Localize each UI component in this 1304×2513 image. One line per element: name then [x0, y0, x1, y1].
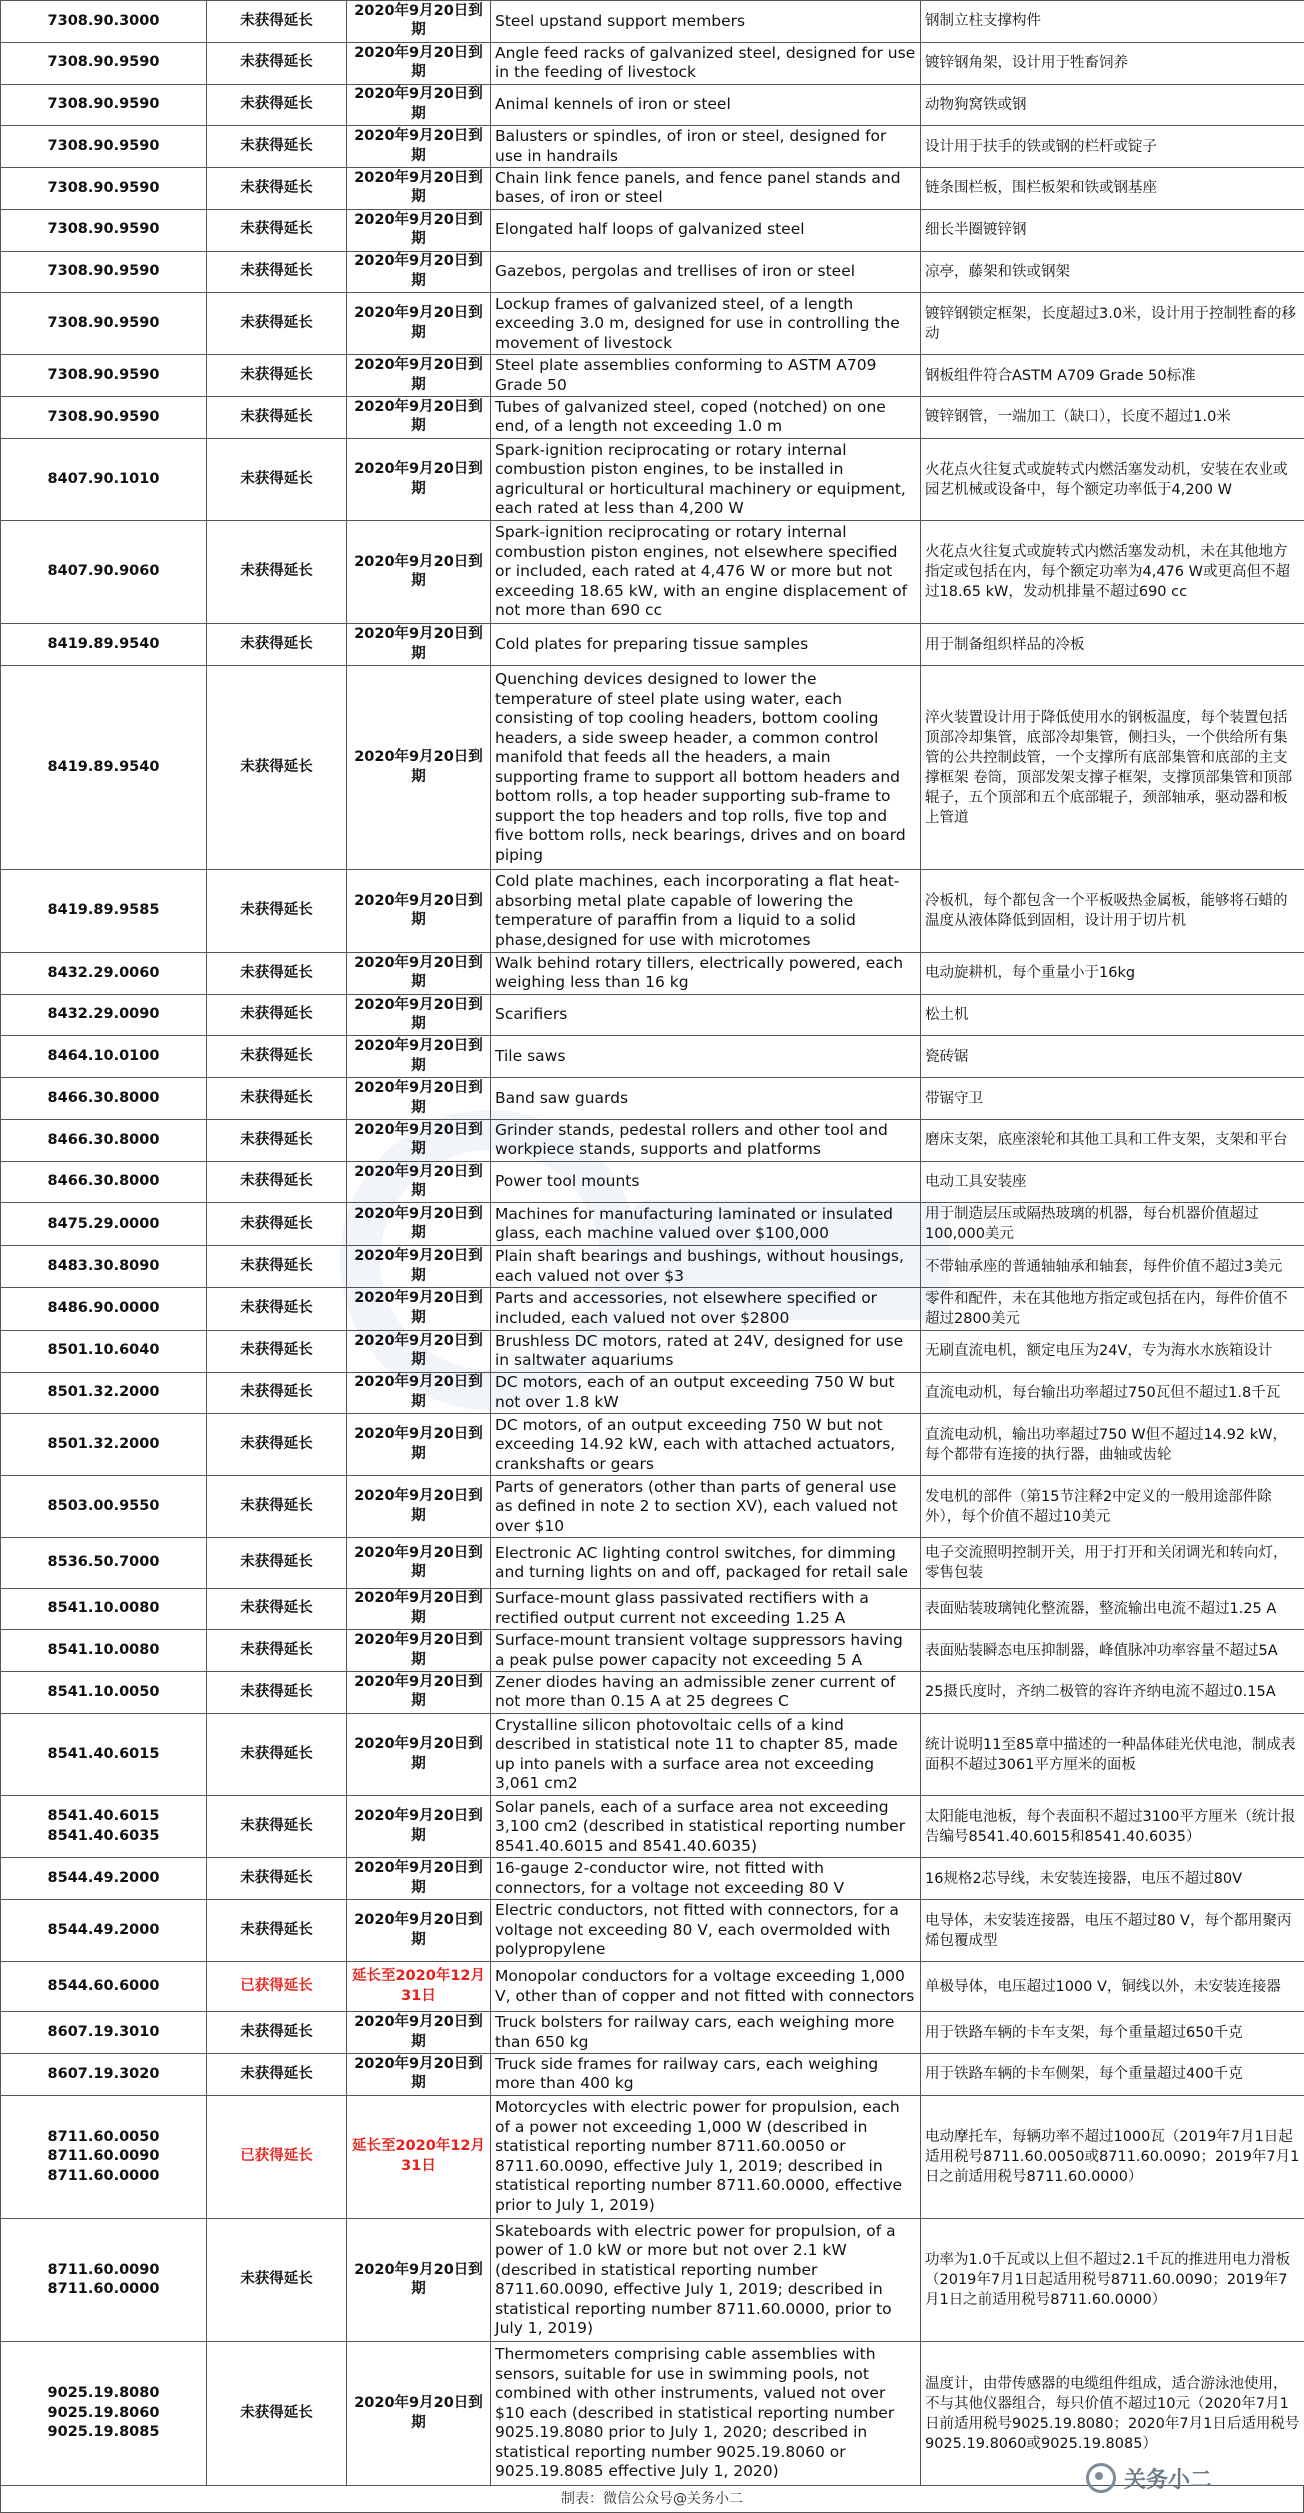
- english-description-cell: Solar panels, each of a surface area not exceeding 3,100 cm2 (described in statistical reporting number 8541.40.6015 and 8541.40.6035): [491, 1796, 921, 1858]
- english-description-cell: Quenching devices designed to lower the temperature of steel plate using water, each consisting of top cooling headers, bottom cooling headers, a side sweep header, a common control manifold that feeds all the headers, a main supporting frame to support all bottom headers and bottom rolls, a top header supporting sub-frame to support the top headers and top rolls, five top and five bottom rolls, neck bearings, drives and on board piping: [491, 665, 921, 870]
- chinese-description-cell: 16规格2芯导线，未安装连接器，电压不超过80V: [921, 1858, 1304, 1900]
- extension-status-cell: 未获得延长: [207, 994, 347, 1036]
- extension-status-cell: 未获得延长: [207, 2342, 347, 2486]
- extension-status-cell: 未获得延长: [207, 168, 347, 210]
- chinese-description-cell: 用于制备组织样品的冷板: [921, 624, 1304, 666]
- english-description-cell: Plain shaft bearings and bushings, without housings, each valued not over $3: [491, 1246, 921, 1288]
- table-row: [1, 1900, 1304, 1962]
- hs-code-cell: 8536.50.7000: [1, 1538, 207, 1588]
- expiry-date-cell: 2020年9月20日到期: [347, 1161, 491, 1203]
- expiry-date-cell: 2020年9月20日到期: [347, 355, 491, 397]
- table-row: [1, 665, 1304, 870]
- table-row: [1, 1036, 1304, 1078]
- table-row: [1, 1246, 1304, 1288]
- chinese-description-cell: 链条围栏板，围栏板架和铁或钢基座: [921, 168, 1304, 210]
- table-row: [1, 1161, 1304, 1203]
- hs-code-cell: 7308.90.9590: [1, 209, 207, 251]
- table-row: [1, 1672, 1304, 1714]
- expiry-date-cell: 2020年9月20日到期: [347, 42, 491, 84]
- english-description-cell: Zener diodes having an admissible zener current of not more than 0.15 A at 25 degrees C: [491, 1672, 921, 1714]
- english-description-cell: Band saw guards: [491, 1078, 921, 1120]
- hs-code-cell: 9025.19.8080 9025.19.8060 9025.19.8085: [1, 2342, 207, 2486]
- extension-status-cell: 未获得延长: [207, 2012, 347, 2054]
- english-description-cell: DC motors, of an output exceeding 750 W but not exceeding 14.92 kW, each with attached actuators, crankshafts or gears: [491, 1414, 921, 1476]
- expiry-date-cell: 2020年9月20日到期: [347, 251, 491, 293]
- table-row: [1, 251, 1304, 293]
- hs-code-cell: 8419.89.9540: [1, 624, 207, 666]
- table-row: [1, 42, 1304, 84]
- expiry-date-cell: 2020年9月20日到期: [347, 2219, 491, 2342]
- table-row: [1, 1119, 1304, 1161]
- expiry-date-cell: 2020年9月20日到期: [347, 1588, 491, 1630]
- hs-code-cell: 8544.49.2000: [1, 1858, 207, 1900]
- hs-code-cell: 8419.89.9585: [1, 870, 207, 952]
- expiry-date-cell: 2020年9月20日到期: [347, 952, 491, 994]
- hs-code-cell: 7308.90.9590: [1, 126, 207, 168]
- expiry-date-cell: 2020年9月20日到期: [347, 1, 491, 43]
- english-description-cell: Tubes of galvanized steel, coped (notched) on one end, of a length not exceeding 1.0 m: [491, 397, 921, 439]
- table-row: [1, 1, 1304, 43]
- extension-status-cell: 未获得延长: [207, 1372, 347, 1414]
- chinese-description-cell: 瓷砖锯: [921, 1036, 1304, 1078]
- extension-status-cell: 未获得延长: [207, 293, 347, 355]
- hs-code-cell: 8541.40.6015: [1, 1713, 207, 1795]
- chinese-description-cell: 直流电动机，输出功率超过750 W但不超过14.92 kW，每个都带有连接的执行器，曲轴或齿轮: [921, 1414, 1304, 1476]
- english-description-cell: Surface-mount glass passivated rectifiers with a rectified output current not exceeding 1.25 A: [491, 1588, 921, 1630]
- table-row: [1, 1476, 1304, 1538]
- chinese-description-cell: 电导体，未安装连接器，电压不超过80 V，每个都用聚丙烯包覆成型: [921, 1900, 1304, 1962]
- extension-status-cell: 未获得延长: [207, 1538, 347, 1588]
- table-row: [1, 1588, 1304, 1630]
- english-description-cell: Spark-ignition reciprocating or rotary internal combustion piston engines, to be installed in agricultural or horticultural machinery or equipment, each rated at less than 4,200 W: [491, 438, 921, 520]
- extension-status-cell: 未获得延长: [207, 1476, 347, 1538]
- table-row: [1, 84, 1304, 126]
- chinese-description-cell: 镀锌钢角架，设计用于牲畜饲养: [921, 42, 1304, 84]
- chinese-description-cell: 表面贴装瞬态电压抑制器，峰值脉冲功率容量不超过5A: [921, 1630, 1304, 1672]
- english-description-cell: Scarifiers: [491, 994, 921, 1036]
- expiry-date-cell: 2020年9月20日到期: [347, 1630, 491, 1672]
- chinese-description-cell: 25摄氏度时，齐纳二极管的容许齐纳电流不超过0.15A: [921, 1672, 1304, 1714]
- hs-code-cell: 8486.90.0000: [1, 1287, 207, 1330]
- table-row: [1, 1796, 1304, 1858]
- extension-status-cell: 未获得延长: [207, 1858, 347, 1900]
- english-description-cell: Spark-ignition reciprocating or rotary internal combustion piston engines, not elsewhere specified or included, each rated at 4,476 W or more but not exceeding 18.65 kW, with an engine displacement of not more than 690 cc: [491, 521, 921, 624]
- hs-code-cell: 8544.60.6000: [1, 1962, 207, 2012]
- english-description-cell: Balusters or spindles, of iron or steel, designed for use in handrails: [491, 126, 921, 168]
- english-description-cell: Lockup frames of galvanized steel, of a length exceeding 3.0 m, designed for use in controlling the movement of livestock: [491, 293, 921, 355]
- english-description-cell: Electric conductors, not fitted with connectors, for a voltage not exceeding 80 V, each overmolded with polypropylene: [491, 1900, 921, 1962]
- footer-credit: 制表：微信公众号@关务小二: [561, 2491, 743, 2507]
- chinese-description-cell: 淬火装置设计用于降低使用水的钢板温度，每个装置包括顶部冷却集管，底部冷却集管，侧扫头，一个供给所有集管的公共控制歧管，一个支撑所有底部集管和底部的主支撑框架 卷筒，顶部发架支撑子框架，支撑顶部集管和顶部辊子，五个顶部和五个底部辊子，颈部轴承，驱动器和板上管道: [921, 665, 1304, 870]
- extension-status-cell: 未获得延长: [207, 355, 347, 397]
- hs-code-cell: 8432.29.0090: [1, 994, 207, 1036]
- extension-status-cell: 未获得延长: [207, 1161, 347, 1203]
- expiry-date-cell: 2020年9月20日到期: [347, 1900, 491, 1962]
- expiry-date-cell: 2020年9月20日到期: [347, 1476, 491, 1538]
- expiry-date-cell: 2020年9月20日到期: [347, 1672, 491, 1714]
- english-description-cell: Machines for manufacturing laminated or insulated glass, each machine valued over $100,000: [491, 1203, 921, 1246]
- hs-code-cell: 8464.10.0100: [1, 1036, 207, 1078]
- english-description-cell: Electronic AC lighting control switches, for dimming and turning lights on and off, packaged for retail sale: [491, 1538, 921, 1588]
- expiry-date-cell: 2020年9月20日到期: [347, 1119, 491, 1161]
- english-description-cell: Grinder stands, pedestal rollers and other tool and workpiece stands, supports and platforms: [491, 1119, 921, 1161]
- extension-status-cell: 已获得延长: [207, 2095, 347, 2218]
- extension-status-cell: 已获得延长: [207, 1962, 347, 2012]
- chinese-description-cell: 用于制造层压或隔热玻璃的机器，每台机器价值超过100,000美元: [921, 1203, 1304, 1246]
- table-row: [1, 293, 1304, 355]
- hs-code-cell: 8501.10.6040: [1, 1330, 207, 1372]
- table-row: [1, 1330, 1304, 1372]
- hs-code-cell: 7308.90.9590: [1, 168, 207, 210]
- english-description-cell: Cold plates for preparing tissue samples: [491, 624, 921, 666]
- hs-code-cell: 8541.10.0080: [1, 1588, 207, 1630]
- expiry-date-cell: 2020年9月20日到期: [347, 1036, 491, 1078]
- table-row: [1, 355, 1304, 397]
- hs-code-cell: 7308.90.9590: [1, 251, 207, 293]
- chinese-description-cell: 表面贴装玻璃钝化整流器，整流输出电流不超过1.25 A: [921, 1588, 1304, 1630]
- extension-status-cell: 未获得延长: [207, 624, 347, 666]
- hs-code-cell: 8607.19.3010: [1, 2012, 207, 2054]
- english-description-cell: Steel upstand support members: [491, 1, 921, 43]
- extension-status-cell: 未获得延长: [207, 1672, 347, 1714]
- chinese-description-cell: 统计说明11至85章中描述的一种晶体硅光伏电池，制成表面积不超过3061平方厘米的面板: [921, 1713, 1304, 1795]
- hs-code-cell: 7308.90.9590: [1, 42, 207, 84]
- table-row: [1, 1372, 1304, 1414]
- chinese-description-cell: 用于铁路车辆的卡车侧架，每个重量超过400千克: [921, 2054, 1304, 2096]
- extension-status-cell: 未获得延长: [207, 952, 347, 994]
- expiry-date-cell: 延长至2020年12月31日: [347, 1962, 491, 2012]
- chinese-description-cell: 设计用于扶手的铁或钢的栏杆或锭子: [921, 126, 1304, 168]
- english-description-cell: 16-gauge 2-conductor wire, not fitted with connectors, for a voltage not exceeding 80 V: [491, 1858, 921, 1900]
- english-description-cell: Brushless DC motors, rated at 24V, designed for use in saltwater aquariums: [491, 1330, 921, 1372]
- table-row: [1, 1287, 1304, 1330]
- hs-code-cell: 7308.90.9590: [1, 355, 207, 397]
- table-row: [1, 994, 1304, 1036]
- expiry-date-cell: 2020年9月20日到期: [347, 870, 491, 952]
- extension-status-cell: 未获得延长: [207, 84, 347, 126]
- hs-code-cell: 7308.90.9590: [1, 397, 207, 439]
- extension-status-cell: 未获得延长: [207, 521, 347, 624]
- chinese-description-cell: 凉亭，藤架和铁或钢架: [921, 251, 1304, 293]
- hs-code-cell: 7308.90.3000: [1, 1, 207, 43]
- hs-code-cell: 8711.60.0050 8711.60.0090 8711.60.0000: [1, 2095, 207, 2218]
- expiry-date-cell: 2020年9月20日到期: [347, 1796, 491, 1858]
- chinese-description-cell: 零件和配件，未在其他地方指定或包括在内，每件价值不超过2800美元: [921, 1287, 1304, 1330]
- chinese-description-cell: 无刷直流电机，额定电压为24V，专为海水水族箱设计: [921, 1330, 1304, 1372]
- expiry-date-cell: 2020年9月20日到期: [347, 2012, 491, 2054]
- english-description-cell: Parts of generators (other than parts of general use as defined in note 2 to section XV), each valued not over $10: [491, 1476, 921, 1538]
- account-watermark-text: 关务小二: [1124, 2467, 1213, 2493]
- expiry-date-cell: 2020年9月20日到期: [347, 84, 491, 126]
- extension-status-cell: 未获得延长: [207, 1713, 347, 1795]
- hs-code-cell: 8711.60.0090 8711.60.0000: [1, 2219, 207, 2342]
- table-row: [1, 209, 1304, 251]
- expiry-date-cell: 2020年9月20日到期: [347, 2342, 491, 2486]
- table-footer: [0, 2486, 1304, 2513]
- extension-status-cell: 未获得延长: [207, 1588, 347, 1630]
- english-description-cell: Power tool mounts: [491, 1161, 921, 1203]
- chinese-description-cell: 温度计，由带传感器的电缆组件组成，适合游泳池使用，不与其他仪器组合，每只价值不超过10元（2020年7月1日前适用税号9025.19.8080；2020年7月1日后适用税号9025.19.8060或9025.19.8085）: [921, 2342, 1304, 2486]
- chinese-description-cell: 功率为1.0千瓦或以上但不超过2.1千瓦的推进用电力滑板（2019年7月1日起适用税号8711.60.0090；2019年7月1日之前适用税号8711.60.0000）: [921, 2219, 1304, 2342]
- hs-code-cell: 8607.19.3020: [1, 2054, 207, 2096]
- extension-status-cell: 未获得延长: [207, 1119, 347, 1161]
- table-row: [1, 1203, 1304, 1246]
- extension-status-cell: 未获得延长: [207, 1078, 347, 1120]
- chinese-description-cell: 带锯守卫: [921, 1078, 1304, 1120]
- chinese-description-cell: 单极导体，电压超过1000 V，铜线以外，未安装连接器: [921, 1962, 1304, 2012]
- chinese-description-cell: 发电机的部件（第15节注释2中定义的一般用途部件除外），每个价值不超过10美元: [921, 1476, 1304, 1538]
- expiry-date-cell: 2020年9月20日到期: [347, 521, 491, 624]
- english-description-cell: DC motors, each of an output exceeding 750 W but not over 1.8 kW: [491, 1372, 921, 1414]
- expiry-date-cell: 2020年9月20日到期: [347, 1203, 491, 1246]
- chinese-description-cell: 松土机: [921, 994, 1304, 1036]
- hs-code-cell: 8466.30.8000: [1, 1078, 207, 1120]
- table-row: [1, 1962, 1304, 2012]
- table-row: [1, 1414, 1304, 1476]
- hs-code-cell: 8466.30.8000: [1, 1161, 207, 1203]
- table-row: [1, 126, 1304, 168]
- english-description-cell: Animal kennels of iron or steel: [491, 84, 921, 126]
- expiry-date-cell: 2020年9月20日到期: [347, 168, 491, 210]
- table-row: [1, 1858, 1304, 1900]
- chinese-description-cell: 用于铁路车辆的卡车支架，每个重量超过650千克: [921, 2012, 1304, 2054]
- hs-code-cell: 8544.49.2000: [1, 1900, 207, 1962]
- extension-status-cell: 未获得延长: [207, 1796, 347, 1858]
- hs-code-cell: 8501.32.2000: [1, 1414, 207, 1476]
- extension-status-cell: 未获得延长: [207, 1246, 347, 1288]
- expiry-date-cell: 2020年9月20日到期: [347, 2054, 491, 2096]
- hs-code-cell: 8541.10.0050: [1, 1672, 207, 1714]
- expiry-date-cell: 2020年9月20日到期: [347, 397, 491, 439]
- table-row: [1, 438, 1304, 520]
- table-row: [1, 2054, 1304, 2096]
- english-description-cell: Truck side frames for railway cars, each weighing more than 400 kg: [491, 2054, 921, 2096]
- chinese-description-cell: 火花点火往复式或旋转式内燃活塞发动机，未在其他地方指定或包括在内，每个额定功率为4,476 W或更高但不超过18.65 kW，发动机排量不超过690 cc: [921, 521, 1304, 624]
- table-row: [1, 952, 1304, 994]
- extension-status-cell: 未获得延长: [207, 209, 347, 251]
- english-description-cell: Walk behind rotary tillers, electrically powered, each weighing less than 16 kg: [491, 952, 921, 994]
- english-description-cell: Monopolar conductors for a voltage exceeding 1,000 V, other than of copper and not fitted with connectors: [491, 1962, 921, 2012]
- hs-code-cell: 8541.40.6015 8541.40.6035: [1, 1796, 207, 1858]
- chinese-description-cell: 电动旋耕机，每个重量小于16kg: [921, 952, 1304, 994]
- chinese-description-cell: 电动工具安装座: [921, 1161, 1304, 1203]
- expiry-date-cell: 2020年9月20日到期: [347, 1858, 491, 1900]
- expiry-date-cell: 2020年9月20日到期: [347, 1538, 491, 1588]
- table-row: [1, 2095, 1304, 2218]
- english-description-cell: Chain link fence panels, and fence panel stands and bases, of iron or steel: [491, 168, 921, 210]
- expiry-date-cell: 2020年9月20日到期: [347, 1372, 491, 1414]
- chinese-description-cell: 电子交流照明控制开关，用于打开和关闭调光和转向灯，零售包装: [921, 1538, 1304, 1588]
- hs-code-cell: 8475.29.0000: [1, 1203, 207, 1246]
- expiry-date-cell: 2020年9月20日到期: [347, 126, 491, 168]
- extension-status-cell: 未获得延长: [207, 2054, 347, 2096]
- extension-status-cell: 未获得延长: [207, 42, 347, 84]
- chinese-description-cell: 镀锌钢管，一端加工（缺口），长度不超过1.0米: [921, 397, 1304, 439]
- extension-status-cell: 未获得延长: [207, 1630, 347, 1672]
- chinese-description-cell: 直流电动机，每台输出功率超过750瓦但不超过1.8千瓦: [921, 1372, 1304, 1414]
- english-description-cell: Thermometers comprising cable assemblies with sensors, suitable for use in swimming pools, not combined with other instruments, valued not over $10 each (described in statistical reporting number 9025.19.8080 prior to July 1, 2020; described in statistical reporting number 9025.19.8060 or 9025.19.8085 effective July 1, 2020): [491, 2342, 921, 2486]
- expiry-date-cell: 2020年9月20日到期: [347, 624, 491, 666]
- hs-code-cell: 8503.00.9550: [1, 1476, 207, 1538]
- chinese-description-cell: 冷板机，每个都包含一个平板吸热金属板，能够将石蜡的温度从液体降低到固相，设计用于切片机: [921, 870, 1304, 952]
- table-row: [1, 1538, 1304, 1588]
- extension-status-cell: 未获得延长: [207, 438, 347, 520]
- hs-code-cell: 8407.90.9060: [1, 521, 207, 624]
- hs-code-cell: 7308.90.9590: [1, 293, 207, 355]
- expiry-date-cell: 延长至2020年12月31日: [347, 2095, 491, 2218]
- extension-status-cell: 未获得延长: [207, 1330, 347, 1372]
- english-description-cell: Surface-mount transient voltage suppressors having a peak pulse power capacity not exceeding 5 A: [491, 1630, 921, 1672]
- expiry-date-cell: 2020年9月20日到期: [347, 1330, 491, 1372]
- table-row: [1, 1078, 1304, 1120]
- extension-status-cell: 未获得延长: [207, 397, 347, 439]
- english-description-cell: Motorcycles with electric power for propulsion, each of a power not exceeding 1,000 W (described in statistical reporting number 8711.60.0050 or 8711.60.0090, effective July 1, 2019; described in statistical reporting number 8711.60.0000, effective prior to July 1, 2019): [491, 2095, 921, 2218]
- table-row: [1, 2219, 1304, 2342]
- chinese-description-cell: 火花点火往复式或旋转式内燃活塞发动机，安装在农业或园艺机械或设备中，每个额定功率低于4,200 W: [921, 438, 1304, 520]
- chinese-description-cell: 不带轴承座的普通轴轴承和轴套，每件价值不超过3美元: [921, 1246, 1304, 1288]
- hs-code-cell: 8419.89.9540: [1, 665, 207, 870]
- extension-status-cell: 未获得延长: [207, 665, 347, 870]
- hs-code-cell: 8541.10.0080: [1, 1630, 207, 1672]
- extension-status-cell: 未获得延长: [207, 1414, 347, 1476]
- table-row: [1, 624, 1304, 666]
- expiry-date-cell: 2020年9月20日到期: [347, 1287, 491, 1330]
- table-row: [1, 397, 1304, 439]
- chinese-description-cell: 细长半圈镀锌钢: [921, 209, 1304, 251]
- table-row: [1, 2012, 1304, 2054]
- expiry-date-cell: 2020年9月20日到期: [347, 293, 491, 355]
- table-row: [1, 870, 1304, 952]
- hs-code-cell: 8407.90.1010: [1, 438, 207, 520]
- chinese-description-cell: 钢制立柱支撑构件: [921, 1, 1304, 43]
- chinese-description-cell: 镀锌钢锁定框架，长度超过3.0米，设计用于控制牲畜的移动: [921, 293, 1304, 355]
- english-description-cell: Truck bolsters for railway cars, each weighing more than 650 kg: [491, 2012, 921, 2054]
- table-row: [1, 1630, 1304, 1672]
- extension-status-cell: 未获得延长: [207, 2219, 347, 2342]
- hs-code-cell: 8466.30.8000: [1, 1119, 207, 1161]
- hs-code-cell: 8483.30.8090: [1, 1246, 207, 1288]
- chinese-description-cell: 太阳能电池板，每个表面积不超过3100平方厘米（统计报告编号8541.40.6015和8541.40.6035）: [921, 1796, 1304, 1858]
- expiry-date-cell: 2020年9月20日到期: [347, 1078, 491, 1120]
- extension-status-cell: 未获得延长: [207, 1036, 347, 1078]
- hs-code-cell: 7308.90.9590: [1, 84, 207, 126]
- expiry-date-cell: 2020年9月20日到期: [347, 665, 491, 870]
- expiry-date-cell: 2020年9月20日到期: [347, 1246, 491, 1288]
- expiry-date-cell: 2020年9月20日到期: [347, 1414, 491, 1476]
- expiry-date-cell: 2020年9月20日到期: [347, 994, 491, 1036]
- expiry-date-cell: 2020年9月20日到期: [347, 209, 491, 251]
- extension-status-cell: 未获得延长: [207, 251, 347, 293]
- chinese-description-cell: 磨床支架，底座滚轮和其他工具和工件支架，支架和平台: [921, 1119, 1304, 1161]
- expiry-date-cell: 2020年9月20日到期: [347, 1713, 491, 1795]
- english-description-cell: Tile saws: [491, 1036, 921, 1078]
- english-description-cell: Angle feed racks of galvanized steel, designed for use in the feeding of livestock: [491, 42, 921, 84]
- extension-status-cell: 未获得延长: [207, 1287, 347, 1330]
- extension-status-cell: 未获得延长: [207, 1203, 347, 1246]
- english-description-cell: Parts and accessories, not elsewhere specified or included, each valued not over $2800: [491, 1287, 921, 1330]
- extension-status-cell: 未获得延长: [207, 1900, 347, 1962]
- extension-status-cell: 未获得延长: [207, 1, 347, 43]
- extension-status-cell: 未获得延长: [207, 870, 347, 952]
- english-description-cell: Gazebos, pergolas and trellises of iron or steel: [491, 251, 921, 293]
- chinese-description-cell: 钢板组件符合ASTM A709 Grade 50标准: [921, 355, 1304, 397]
- extension-status-cell: 未获得延长: [207, 126, 347, 168]
- english-description-cell: Elongated half loops of galvanized steel: [491, 209, 921, 251]
- english-description-cell: Cold plate machines, each incorporating a flat heat-absorbing metal plate capable of lowering the temperature of paraffin from a liquid to a solid phase,designed for use with microtomes: [491, 870, 921, 952]
- hs-code-cell: 8501.32.2000: [1, 1372, 207, 1414]
- table-row: [1, 1713, 1304, 1795]
- chinese-description-cell: 动物狗窝铁或钢: [921, 84, 1304, 126]
- english-description-cell: Crystalline silicon photovoltaic cells of a kind described in statistical note 11 to chapter 85, made up into panels with a surface area not exceeding 3,061 cm2: [491, 1713, 921, 1795]
- english-description-cell: Skateboards with electric power for propulsion, of a power of 1.0 kW or more but not over 2.1 kW (described in statistical reporting number 8711.60.0090, effective July 1, 2019; described in statistical reporting number 8711.60.0000, prior to July 1, 2019): [491, 2219, 921, 2342]
- table-row: [1, 2342, 1304, 2486]
- table-row: [1, 521, 1304, 624]
- table-row: [1, 168, 1304, 210]
- expiry-date-cell: 2020年9月20日到期: [347, 438, 491, 520]
- hs-code-cell: 8432.29.0060: [1, 952, 207, 994]
- chinese-description-cell: 电动摩托车，每辆功率不超过1000瓦（2019年7月1日起适用税号8711.60.0050或8711.60.0090；2019年7月1日之前适用税号8711.60.0000）: [921, 2095, 1304, 2218]
- english-description-cell: Steel plate assemblies conforming to ASTM A709 Grade 50: [491, 355, 921, 397]
